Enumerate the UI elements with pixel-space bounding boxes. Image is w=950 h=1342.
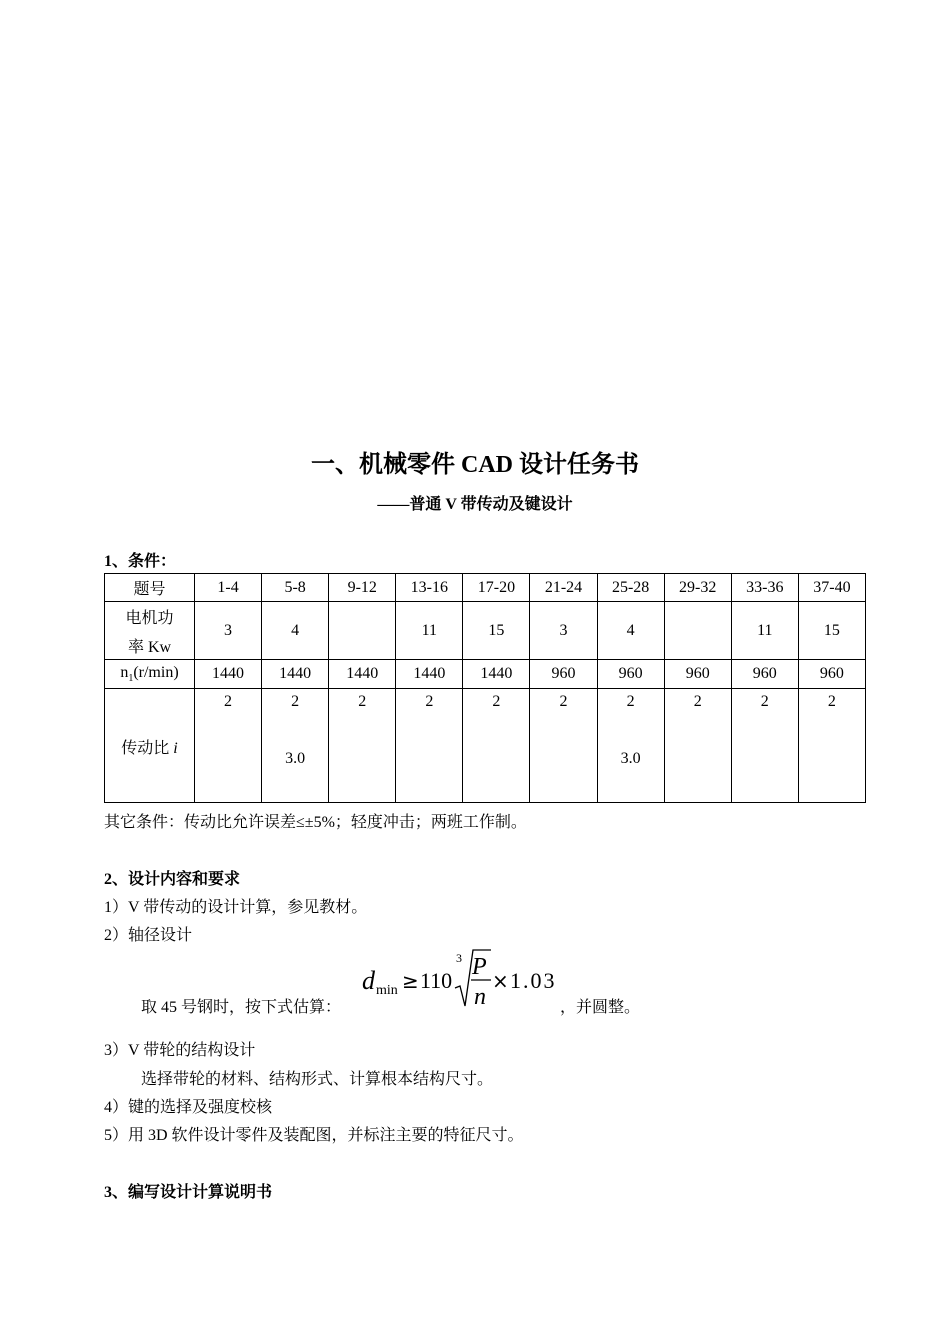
shaft-estimate-suffix: ，并圆整。 xyxy=(560,999,641,1016)
row-header-speed xyxy=(105,660,195,689)
column-header: 37-40 xyxy=(798,574,865,602)
ratio-value: 2 xyxy=(626,693,635,710)
table-cell xyxy=(731,689,798,803)
formula-times: × xyxy=(492,969,509,993)
formula-coefficient: 110 xyxy=(420,968,453,993)
column-header: 29-32 xyxy=(664,574,731,602)
other-conditions: 其它条件：传动比允许误差≤±5%；轻度冲击；两班工作制。 xyxy=(104,814,527,831)
power-label-line1: 电机功 xyxy=(125,609,174,627)
speed-label-unit: (r/min) xyxy=(133,663,179,681)
section-1-heading: 1、条件： xyxy=(104,553,177,570)
page-subtitle: ——普通 V 带传动及键设计 xyxy=(377,496,573,513)
speed-label-subscript: 1 xyxy=(128,673,134,685)
column-header: 9-12 xyxy=(329,574,396,602)
column-header: 13-16 xyxy=(396,574,463,602)
table-cell xyxy=(798,689,865,803)
ratio-value-alt: 3.0 xyxy=(620,750,641,767)
ratio-value-alt: 3.0 xyxy=(285,750,306,767)
table-cell: 960 xyxy=(530,660,597,689)
table-cell: 11 xyxy=(396,602,463,660)
design-item-5: 5）用 3D 软件设计零件及装配图，并标注主要的特征尺寸。 xyxy=(104,1127,524,1144)
table-cell: 960 xyxy=(664,660,731,689)
table-cell xyxy=(597,689,664,803)
table-cell: 1440 xyxy=(262,660,329,689)
column-header: 25-28 xyxy=(597,574,664,602)
ratio-value: 2 xyxy=(425,693,434,710)
table-cell xyxy=(329,602,396,660)
formula-root-index: 3 xyxy=(456,951,462,965)
table-cell: 3 xyxy=(530,602,597,660)
ratio-symbol: i xyxy=(173,740,178,757)
table-row xyxy=(105,602,866,660)
table-cell: 4 xyxy=(262,602,329,660)
table-cell xyxy=(195,689,262,803)
table-cell xyxy=(664,602,731,660)
formula-factor: 1.03 xyxy=(510,968,557,993)
table-cell xyxy=(664,689,731,803)
conditions-table xyxy=(104,573,866,803)
row-header-problem-number: 题号 xyxy=(105,574,195,602)
table-cell xyxy=(262,689,329,803)
formula-svg xyxy=(358,948,568,1012)
ratio-value: 2 xyxy=(827,693,836,710)
design-item-3-detail: 选择带轮的材料、结构形式、计算根本结构尺寸。 xyxy=(141,1071,494,1088)
formula-d: d xyxy=(362,966,375,995)
column-header: 1-4 xyxy=(195,574,262,602)
table-row xyxy=(105,574,866,602)
ratio-value: 2 xyxy=(760,693,769,710)
table-cell: 1440 xyxy=(329,660,396,689)
table-cell: 1440 xyxy=(463,660,530,689)
table-cell: 15 xyxy=(798,602,865,660)
table-cell: 3 xyxy=(195,602,262,660)
design-item-4: 4）键的选择及强度校核 xyxy=(104,1099,273,1116)
table-row xyxy=(105,660,866,689)
formula-geq: ≥ xyxy=(402,969,419,993)
shaft-estimate-text: 取 45 号钢时，按下式估算： xyxy=(141,999,342,1016)
ratio-value: 2 xyxy=(492,693,501,710)
table-cell: 1440 xyxy=(195,660,262,689)
table-cell xyxy=(329,689,396,803)
table-row xyxy=(105,689,866,803)
design-item-1: 1）V 带传动的设计计算，参见教材。 xyxy=(104,899,368,916)
design-item-2: 2）轴径设计 xyxy=(104,927,193,944)
formula-numerator: P xyxy=(472,954,487,980)
formula-sub-min: min xyxy=(376,983,398,998)
formula-denominator: n xyxy=(474,984,486,1010)
ratio-value: 2 xyxy=(224,693,233,710)
column-header: 5-8 xyxy=(262,574,329,602)
table-cell: 960 xyxy=(798,660,865,689)
ratio-value: 2 xyxy=(358,693,367,710)
table-cell: 960 xyxy=(597,660,664,689)
section-3-heading: 3、编写设计计算说明书 xyxy=(104,1184,273,1201)
page-title: 一、机械零件 CAD 设计任务书 xyxy=(311,452,639,478)
speed-label-n: n xyxy=(120,663,129,681)
section-2-heading: 2、设计内容和要求 xyxy=(104,871,241,888)
power-label-line2: 率 Kw xyxy=(127,638,172,656)
row-header-power xyxy=(105,602,195,660)
ratio-value: 2 xyxy=(559,693,568,710)
ratio-label: 传动比 xyxy=(121,740,174,757)
table-cell: 4 xyxy=(597,602,664,660)
table-cell: 1440 xyxy=(396,660,463,689)
table-cell xyxy=(396,689,463,803)
table-cell xyxy=(463,689,530,803)
table-cell xyxy=(530,689,597,803)
ratio-value: 2 xyxy=(693,693,702,710)
column-header: 21-24 xyxy=(530,574,597,602)
ratio-value: 2 xyxy=(291,693,300,710)
shaft-diameter-formula xyxy=(358,948,568,1012)
table-cell: 11 xyxy=(731,602,798,660)
table-cell: 15 xyxy=(463,602,530,660)
column-header: 33-36 xyxy=(731,574,798,602)
design-item-3: 3）V 带轮的结构设计 xyxy=(104,1042,256,1059)
column-header: 17-20 xyxy=(463,574,530,602)
row-header-ratio xyxy=(105,689,195,803)
table-cell: 960 xyxy=(731,660,798,689)
